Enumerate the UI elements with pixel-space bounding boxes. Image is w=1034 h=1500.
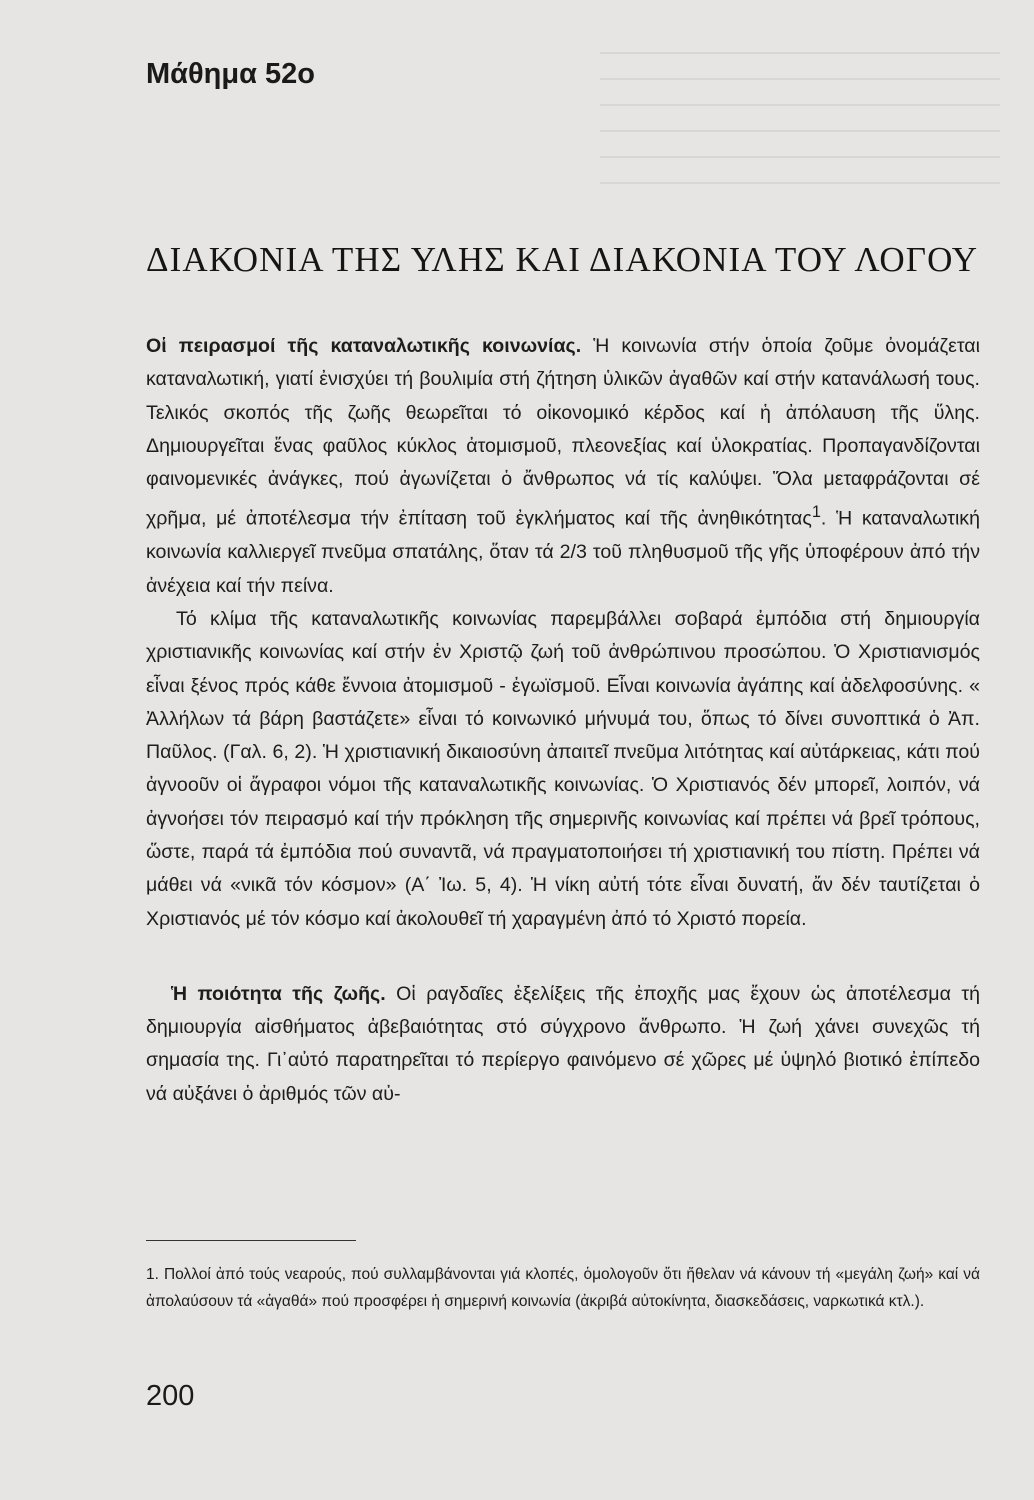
- paragraph-quality-of-life: [146, 978, 980, 1111]
- page-title: ΔΙΑΚΟΝΙΑ ΤΗΣ ΥΛΗΣ ΚΑΙ ΔΙΑΚΟΝΙΑ ΤΟΥ ΛΟΓΟΥ: [146, 240, 979, 279]
- paragraph-christian-climate: Τό κλίμα τῆς καταναλωτικῆς κοινωνίας παρεμβάλλει σοβαρά ἐμπόδια στή δημιουργία χριστιανικῆς κοινωνίας καί στήν ἐν Χριστῷ ζωή τοῦ ἀνθρώπινου προσώπου. Ὁ Χριστιανισμός εἶναι ξένος πρός κάθε ἔννοια ἀτομισμοῦ - ἐγωϊσμοῦ. Εἶναι κοινωνία ἀγάπης καί ἀδελφοσύνης. « Ἀλλήλων τά βάρη βαστάζετε» εἶναι τό κοινωνικό μήνυμά του, ὅπως τό δίνει συνοπτικά ὁ Ἀπ. Παῦλος. (Γαλ. 6, 2). Ἡ χριστιανική δικαιοσύνη ἀπαιτεῖ πνεῦμα λιτότητας καί αὐτάρκειας, κάτι πού ἀγνοοῦν οἱ ἄγραφοι νόμοι τῆς καταναλωτικῆς κοινωνίας. Ὁ Χριστιανός δέν μπορεῖ, λοιπόν, νά ἀγνοήσει τόν πειρασμό καί τήν πρόκληση τῆς σημερινῆς κοινωνίας καί πρέπει νά βρεῖ τρόπους, ὥστε, παρά τά ἐμπόδια πού συναντᾶ, νά πραγματοποιήσει τή χριστιανική του πίστη. Πρέπει νά μάθει νά «νικᾶ τόν κόσμον» (Α΄ Ἰω. 5, 4). Ἡ νίκη αὐτή τότε εἶναι δυνατή, ἄν δέν ταυτίζεται ὁ Χριστιανός μέ τόν κόσμο καί ἀκολουθεῖ τή χαραγμένη ἀπό τό Χριστό πορεία.: [146, 607, 980, 930]
- section-heading-temptations: Οἱ πειρασμοί τῆς καταναλωτικῆς κοινωνίας.: [146, 335, 582, 357]
- page-number: 200: [146, 1380, 195, 1412]
- lesson-label: Μάθημα 52ο: [146, 58, 315, 90]
- footnote-reference: 1: [811, 503, 821, 522]
- paragraph-text: Ἡ κοινωνία στήν ὁποία ζοῦμε ὀνομάζεται καταναλωτική, γιατί ἐνισχύει τή βουλιμία στή ζήτηση ὑλικῶν ἀγαθῶν καί στήν κατανάλωσή τους. Τελικός σκοπός τῆς ζωῆς θεωρεῖται τό οἰκονομικό κέρδος καί ἡ ἀπόλαυση τῆς ὕλης. Δημιουργεῖται ἕνας φαῦλος κύκλος ἀτομισμοῦ, πλεονεξίας καί ὑλοκρατίας. Προπαγανδίζονται φαινομενικές ἀνάγκες, πού ἀγωνίζεται ὁ ἄνθρωπος νά τίς καλύψει. Ὅλα μεταφράζονται σέ χρῆμα, μέ ἀποτέλεσμα τήν ἐπίταση τοῦ ἐγκλήματος καί τῆς ἀνηθικότητας: [146, 335, 980, 531]
- paragraph-text-continued: . Ἡ καταναλωτική κοινωνία καλλιεργεῖ πνεῦμα σπατάλης, ὅταν τά 2/3 τοῦ πληθυσμοῦ τῆς γῆς ὑποφέρουν ἀπό τήν ἀνέχεια καί τήν πείνα.: [146, 508, 980, 597]
- section-heading-quality-of-life: Ἡ ποιότητα τῆς ζωῆς.: [171, 982, 386, 1005]
- paragraph-text: Οἱ ραγδαῖες ἐξελίξεις τῆς ἐποχῆς μας ἔχουν ὡς ἀποτέλεσμα τή δημιουργία αἰσθήματος ἀβεβαιότητας στό σύγχρονο ἄνθρωπο. Ἡ ζωή χάνει συνεχῶς τή σημασία της. Γι᾽αὐτό παρατηρεῖται τό περίεργο φαινόμενο σέ χῶρες μέ ὑψηλό βιοτικό ἐπίπεδο νά αὐξάνει ὁ ἀριθμός τῶν αὐ-: [146, 982, 981, 1105]
- footnote-divider: [146, 1240, 356, 1241]
- footnote: 1. Πολλοί ἀπό τούς νεαρούς, πού συλλαμβάνονται γιά κλοπές, ὁμολογοῦν ὅτι ἤθελαν νά κάνουν τή «μεγάλη ζωή» καί νά ἀπολαύσουν τά «ἀγαθά» πού προσφέρει ἡ σημερινή κοινωνία (ἀκριβά αὐτοκίνητα, διασκεδάσεις, ναρκωτικά κτλ.).: [146, 1266, 980, 1310]
- main-text: [146, 330, 980, 1111]
- paragraph-consumer-society: [146, 330, 980, 603]
- bleed-through-texture: [600, 52, 1000, 222]
